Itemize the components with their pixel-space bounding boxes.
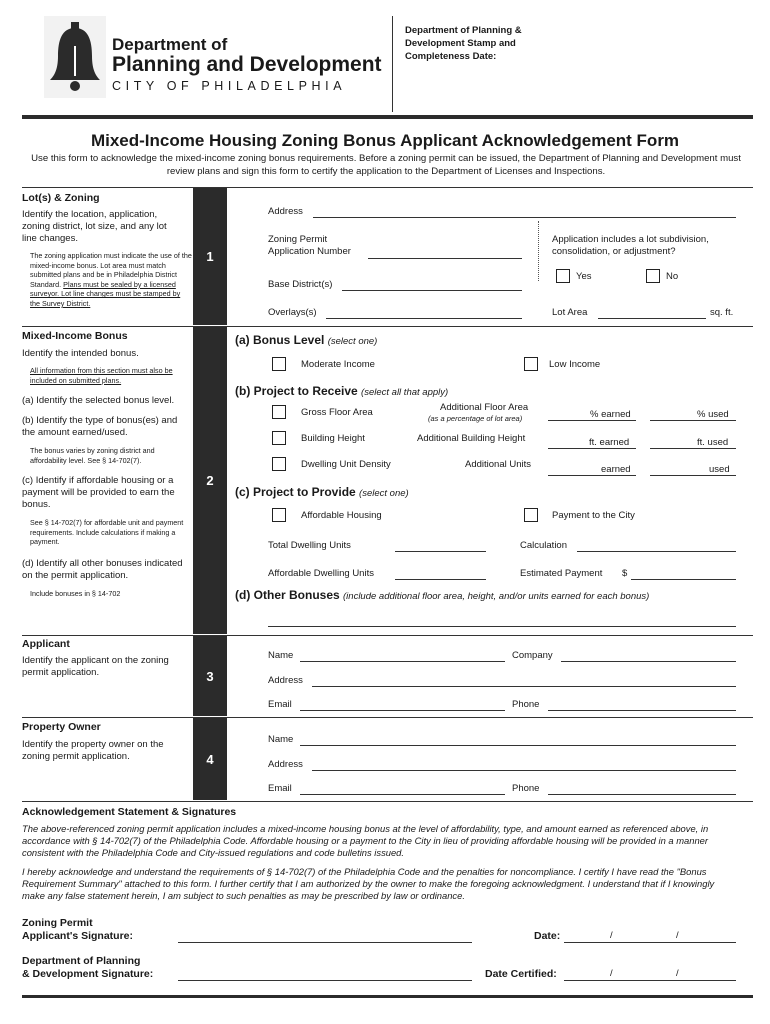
affordable-dwelling-units-field[interactable] bbox=[395, 579, 486, 580]
liberty-bell-logo bbox=[44, 16, 106, 98]
ack-paragraph-1: The above-referenced zoning permit application includes a mixed-income housing bonus at the level of affordability, type, and amount earned as referenced above, in accordance with § 14-702(7) of the Philadelphia Code. Affordable housing or a payment to the City in lieu of providing affordable housing will be provided in a manner consistent with the Philadelphia Code and City-issued regulations and code bulletins issued. bbox=[22, 823, 709, 859]
applicant-company-field[interactable] bbox=[561, 661, 736, 662]
project-receive-hint: (select all that apply) bbox=[361, 387, 449, 398]
total-dwelling-units-field[interactable] bbox=[395, 551, 486, 552]
stamp-area-border bbox=[392, 16, 393, 112]
affordable-housing-label: Affordable Housing bbox=[301, 510, 382, 521]
section3-heading: Applicant bbox=[22, 638, 70, 650]
additional-building-height-label: Additional Building Height bbox=[417, 433, 526, 444]
estimated-payment-field[interactable] bbox=[631, 579, 736, 580]
ft-used-label: ft. used bbox=[697, 437, 729, 448]
sqft-label: sq. ft. bbox=[710, 307, 734, 318]
section-number-1: 1 bbox=[193, 188, 227, 325]
section2-d-desc: (d) Identify all other bonuses indicated on the permit application. bbox=[22, 558, 183, 581]
applicant-signature-line1: Zoning Permit bbox=[22, 917, 93, 929]
payment-to-city-checkbox[interactable] bbox=[524, 508, 538, 522]
gross-floor-area-checkbox[interactable] bbox=[272, 405, 286, 419]
date-field[interactable] bbox=[564, 942, 736, 943]
base-district-label: Base District(s) bbox=[268, 279, 333, 290]
dept-name-line1: Department of bbox=[112, 35, 228, 54]
section1-note bbox=[30, 251, 192, 309]
date-label: Date: bbox=[534, 930, 561, 942]
lot-area-label: Lot Area bbox=[552, 307, 588, 318]
applicant-signature-label bbox=[22, 917, 133, 943]
dept-name-line2: Planning and Development bbox=[112, 53, 382, 76]
section-number-3: 3 bbox=[193, 636, 227, 716]
project-receive-title: (b) Project to Receive bbox=[235, 384, 358, 398]
applicant-name-field[interactable] bbox=[300, 661, 505, 662]
section2-a-desc: (a) Identify the selected bonus level. bbox=[22, 395, 175, 406]
applicant-phone-label: Phone bbox=[512, 699, 540, 710]
section2-d-note: Include bonuses in § 14-702 bbox=[30, 589, 121, 598]
applicant-phone-field[interactable] bbox=[548, 710, 736, 711]
subdivision-label: Application includes a lot subdivision, consolidation, or adjustment? bbox=[552, 234, 709, 257]
low-income-checkbox[interactable] bbox=[524, 357, 538, 371]
owner-name-field[interactable] bbox=[300, 745, 736, 746]
height-earned-field[interactable] bbox=[548, 448, 636, 449]
ack-paragraph-2: I hereby acknowledge and understand the requirements of § 14-702(7) of the Philadelphia Code and the penalties for noncompliance. I certify I have read the "Bonus Requirement Summary" attached to this form. I further certify that I am authorized by the owner to make the foregoing acknowledgment. I understand that if I knowingly make any false statement herein, I am subject to such penalties as may be prescribed by law or ordinance. bbox=[22, 866, 715, 902]
moderate-income-label: Moderate Income bbox=[301, 359, 375, 370]
payment-to-city-label: Payment to the City bbox=[552, 510, 635, 521]
units-earned-label: earned bbox=[601, 464, 631, 475]
units-used-field[interactable] bbox=[650, 475, 736, 476]
section-rule-top bbox=[22, 187, 753, 188]
bottom-rule bbox=[22, 995, 753, 998]
low-income-label: Low Income bbox=[549, 359, 601, 370]
additional-units-label: Additional Units bbox=[465, 459, 532, 470]
date-slash-2: / bbox=[676, 930, 679, 941]
units-earned-field[interactable] bbox=[548, 475, 636, 476]
building-height-label: Building Height bbox=[301, 433, 365, 444]
page-title: Mixed-Income Housing Zoning Bonus Applicant Acknowledgement Form bbox=[90, 131, 680, 150]
estimated-payment-label: Estimated Payment bbox=[520, 568, 603, 579]
owner-name-label: Name bbox=[268, 734, 294, 745]
floor-area-used-field[interactable] bbox=[650, 420, 736, 421]
date-certified-field[interactable] bbox=[564, 980, 736, 981]
dpd-signature-field[interactable] bbox=[178, 980, 472, 981]
section2-b-desc: (b) Identify the type of bonus(es) and the amount earned/used. bbox=[22, 415, 178, 438]
ft-earned-label: ft. earned bbox=[589, 437, 630, 448]
additional-floor-area-sub: (as a percentage of lot area) bbox=[428, 414, 523, 423]
dpd-signature-line2: & Development Signature: bbox=[22, 968, 154, 980]
date-certified-label: Date Certified: bbox=[485, 968, 557, 980]
applicant-name-label: Name bbox=[268, 650, 294, 661]
intro-text: Use this form to acknowledge the mixed-income zoning bonus requirements. Before a zoning permit can be issued, the Department of Planning and Development must review plans and sign this form to certify the application to the Department of Licenses and Inspections. bbox=[31, 153, 741, 177]
owner-email-label: Email bbox=[268, 783, 292, 794]
subdivision-no-checkbox[interactable] bbox=[646, 269, 660, 283]
lot-area-field[interactable] bbox=[598, 318, 706, 319]
applicant-email-field[interactable] bbox=[300, 710, 505, 711]
applicant-signature-line2: Applicant's Signature: bbox=[22, 930, 134, 942]
dept-name-line3: CITY OF PHILADELPHIA bbox=[112, 79, 347, 93]
owner-address-label: Address bbox=[268, 759, 303, 770]
section4-heading: Property Owner bbox=[22, 721, 101, 733]
bonus-level-hint: (select one) bbox=[327, 336, 378, 347]
floor-area-earned-field[interactable] bbox=[548, 420, 636, 421]
base-district-field[interactable] bbox=[342, 290, 522, 291]
address-field[interactable] bbox=[313, 217, 736, 218]
affordable-housing-checkbox[interactable] bbox=[272, 508, 286, 522]
other-bonuses-title: (d) Other Bonuses bbox=[235, 588, 340, 602]
section2-note: All information from this section must also be included on submitted plans. bbox=[30, 366, 173, 385]
section2-c-note: See § 14-702(7) for affordable unit and payment requirements. Include calculations if making a payment. bbox=[30, 518, 184, 547]
height-used-field[interactable] bbox=[650, 448, 736, 449]
stamp-label: Department of Planning & Development Stamp and Completeness Date: bbox=[405, 25, 522, 62]
gross-floor-area-label: Gross Floor Area bbox=[301, 407, 373, 418]
dollar-sign: $ bbox=[622, 568, 628, 579]
section1-note-text: The zoning application must indicate the use of the mixed-income bonus. Lot area must match submitted plans and be in Philadelphia District Standard. bbox=[30, 251, 192, 289]
owner-email-field[interactable] bbox=[300, 794, 505, 795]
project-provide-hint: (select one) bbox=[359, 488, 409, 499]
dpd-signature-label bbox=[22, 955, 153, 981]
calculation-field[interactable] bbox=[577, 551, 736, 552]
other-bonuses-heading bbox=[235, 588, 649, 602]
applicant-company-label: Company bbox=[512, 650, 553, 661]
section2-heading: Mixed-Income Bonus bbox=[22, 330, 128, 342]
section2-desc: Identify the intended bonus. bbox=[22, 348, 139, 359]
overlays-field[interactable] bbox=[326, 318, 522, 319]
address-label: Address bbox=[268, 206, 303, 217]
other-bonuses-hint: (include additional floor area, height, and/or units earned for each bonus) bbox=[343, 591, 650, 602]
section-rule-4-ack bbox=[22, 801, 753, 802]
date-slash-1: / bbox=[610, 930, 613, 941]
overlays-label: Overlays(s) bbox=[268, 307, 317, 318]
subdivision-divider bbox=[538, 221, 539, 281]
bonus-level-title: (a) Bonus Level bbox=[235, 333, 325, 347]
applicant-signature-field[interactable] bbox=[178, 942, 472, 943]
section2-c-desc: (c) Identify if affordable housing or a payment will be provided to earn the bonus. bbox=[22, 475, 175, 510]
section3-desc: Identify the applicant on the zoning permit application. bbox=[22, 655, 169, 678]
moderate-income-checkbox[interactable] bbox=[272, 357, 286, 371]
affordable-dwelling-units-label: Affordable Dwelling Units bbox=[268, 568, 374, 579]
building-height-checkbox[interactable] bbox=[272, 431, 286, 445]
applicant-email-label: Email bbox=[268, 699, 292, 710]
ack-heading: Acknowledgement Statement & Signatures bbox=[22, 806, 237, 818]
section1-heading: Lot(s) & Zoning bbox=[22, 192, 100, 204]
project-provide-title: (c) Project to Provide bbox=[235, 485, 356, 499]
subdivision-no-label: No bbox=[666, 271, 679, 282]
section-number-4: 4 bbox=[193, 718, 227, 800]
dpd-signature-line1: Department of Planning bbox=[22, 955, 141, 967]
section-number-2: 2 bbox=[193, 327, 227, 634]
section2-b-note: The bonus varies by zoning district and affordability level. See § 14-702(7). bbox=[30, 446, 155, 465]
section-rule-3-4 bbox=[22, 717, 753, 718]
section-rule-2-3 bbox=[22, 635, 753, 636]
dwelling-unit-density-label: Dwelling Unit Density bbox=[301, 459, 391, 470]
applicant-address-field[interactable] bbox=[312, 686, 736, 687]
section4-desc: Identify the property owner on the zoning permit application. bbox=[22, 739, 164, 762]
date-certified-slash-2: / bbox=[676, 968, 679, 979]
section1-desc: Identify the location, application, zoning district, lot size, and any lot line changes. bbox=[22, 209, 167, 244]
permit-number-label: Zoning Permit Application Number bbox=[268, 234, 351, 257]
owner-phone-label: Phone bbox=[512, 783, 540, 794]
subdivision-yes-checkbox[interactable] bbox=[556, 269, 570, 283]
applicant-address-label: Address bbox=[268, 675, 303, 686]
title-rule bbox=[22, 115, 753, 119]
additional-floor-area-label: Additional Floor Area bbox=[440, 402, 529, 413]
dwelling-unit-density-checkbox[interactable] bbox=[272, 457, 286, 471]
other-bonuses-field[interactable] bbox=[268, 626, 736, 627]
subdivision-yes-label: Yes bbox=[576, 271, 592, 282]
project-receive-heading bbox=[235, 384, 448, 398]
project-provide-heading bbox=[235, 485, 409, 499]
bonus-level-heading bbox=[235, 333, 377, 347]
calculation-label: Calculation bbox=[520, 540, 567, 551]
pct-earned-label: % earned bbox=[590, 409, 631, 420]
owner-phone-field[interactable] bbox=[548, 794, 736, 795]
section1-note-underlined: Plans must be sealed by a licensed surveyor. Lot line changes must be stamped by the Survey District. bbox=[30, 279, 181, 308]
owner-address-field[interactable] bbox=[312, 770, 736, 771]
permit-number-field[interactable] bbox=[368, 258, 522, 259]
units-used-label: used bbox=[709, 464, 730, 475]
total-dwelling-units-label: Total Dwelling Units bbox=[268, 540, 351, 551]
section-rule-1-2 bbox=[22, 326, 753, 327]
pct-used-label: % used bbox=[697, 409, 729, 420]
date-certified-slash-1: / bbox=[610, 968, 613, 979]
